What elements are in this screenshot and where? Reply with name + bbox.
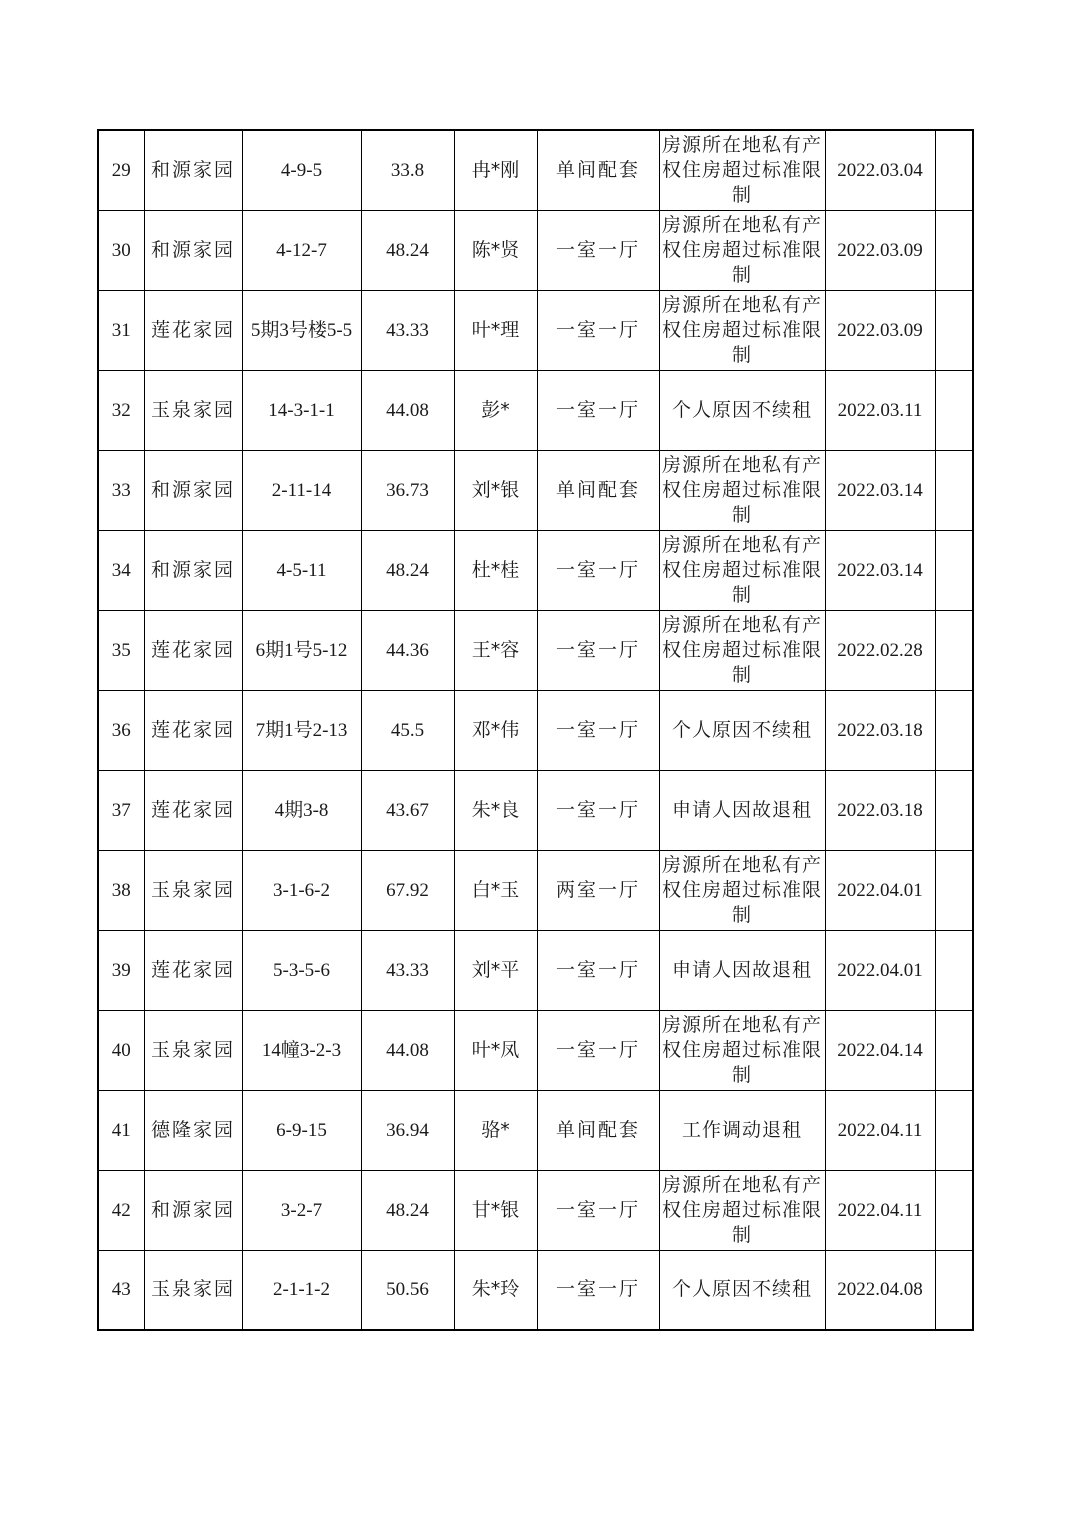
cell-area: 33.8 (361, 130, 454, 210)
cell-community: 玉泉家园 (144, 850, 242, 930)
cell-date: 2022.03.14 (825, 530, 935, 610)
cell-note (935, 1090, 973, 1170)
cell-note (935, 610, 973, 690)
cell-tenant: 朱*良 (454, 770, 537, 850)
cell-area: 36.73 (361, 450, 454, 530)
cell-note (935, 530, 973, 610)
cell-area: 48.24 (361, 530, 454, 610)
cell-type: 一室一厅 (537, 530, 659, 610)
cell-reason: 申请人因故退租 (659, 770, 825, 850)
cell-number: 30 (98, 210, 144, 290)
cell-type: 一室一厅 (537, 1010, 659, 1090)
cell-tenant: 陈*贤 (454, 210, 537, 290)
cell-number: 32 (98, 370, 144, 450)
cell-unit: 3-1-6-2 (242, 850, 361, 930)
cell-note (935, 690, 973, 770)
cell-community: 莲花家园 (144, 610, 242, 690)
cell-area: 50.56 (361, 1250, 454, 1330)
cell-note (935, 770, 973, 850)
table-row (98, 290, 973, 370)
cell-reason: 个人原因不续租 (659, 370, 825, 450)
cell-tenant: 叶*凤 (454, 1010, 537, 1090)
cell-date: 2022.04.08 (825, 1250, 935, 1330)
table-row (98, 610, 973, 690)
cell-note (935, 1170, 973, 1250)
cell-community: 德隆家园 (144, 1090, 242, 1170)
cell-date: 2022.03.14 (825, 450, 935, 530)
cell-community: 玉泉家园 (144, 1010, 242, 1090)
cell-date: 2022.03.18 (825, 770, 935, 850)
cell-number: 42 (98, 1170, 144, 1250)
table-row (98, 210, 973, 290)
cell-note (935, 1010, 973, 1090)
cell-area: 43.33 (361, 930, 454, 1010)
table-row (98, 450, 973, 530)
cell-unit: 14幢3-2-3 (242, 1010, 361, 1090)
cell-tenant: 刘*银 (454, 450, 537, 530)
cell-unit: 5-3-5-6 (242, 930, 361, 1010)
cell-number: 37 (98, 770, 144, 850)
cell-unit: 3-2-7 (242, 1170, 361, 1250)
cell-community: 和源家园 (144, 1170, 242, 1250)
table-row (98, 1170, 973, 1250)
cell-tenant: 刘*平 (454, 930, 537, 1010)
cell-date: 2022.03.09 (825, 290, 935, 370)
cell-number: 41 (98, 1090, 144, 1170)
housing-table (97, 129, 974, 1331)
cell-unit: 14-3-1-1 (242, 370, 361, 450)
cell-number: 39 (98, 930, 144, 1010)
cell-date: 2022.03.09 (825, 210, 935, 290)
cell-area: 36.94 (361, 1090, 454, 1170)
cell-type: 一室一厅 (537, 1170, 659, 1250)
cell-note (935, 930, 973, 1010)
table-row (98, 850, 973, 930)
cell-unit: 6期1号5-12 (242, 610, 361, 690)
cell-community: 和源家园 (144, 450, 242, 530)
cell-area: 45.5 (361, 690, 454, 770)
cell-unit: 4-5-11 (242, 530, 361, 610)
cell-reason: 房源所在地私有产权住房超过标准限制 (659, 530, 825, 610)
cell-type: 一室一厅 (537, 930, 659, 1010)
cell-unit: 4-12-7 (242, 210, 361, 290)
cell-type: 一室一厅 (537, 690, 659, 770)
cell-community: 和源家园 (144, 210, 242, 290)
cell-type: 一室一厅 (537, 1250, 659, 1330)
cell-reason: 申请人因故退租 (659, 930, 825, 1010)
cell-tenant: 杜*桂 (454, 530, 537, 610)
cell-reason: 房源所在地私有产权住房超过标准限制 (659, 1170, 825, 1250)
cell-tenant: 骆* (454, 1090, 537, 1170)
cell-area: 44.36 (361, 610, 454, 690)
cell-note (935, 850, 973, 930)
cell-type: 一室一厅 (537, 770, 659, 850)
cell-unit: 7期1号2-13 (242, 690, 361, 770)
cell-unit: 2-11-14 (242, 450, 361, 530)
cell-note (935, 130, 973, 210)
table-row (98, 930, 973, 1010)
cell-type: 一室一厅 (537, 290, 659, 370)
cell-date: 2022.04.14 (825, 1010, 935, 1090)
cell-unit: 4期3-8 (242, 770, 361, 850)
table-row (98, 1250, 973, 1330)
cell-reason: 房源所在地私有产权住房超过标准限制 (659, 850, 825, 930)
cell-tenant: 冉*刚 (454, 130, 537, 210)
cell-tenant: 叶*理 (454, 290, 537, 370)
cell-unit: 2-1-1-2 (242, 1250, 361, 1330)
cell-note (935, 290, 973, 370)
cell-community: 和源家园 (144, 130, 242, 210)
cell-community: 莲花家园 (144, 930, 242, 1010)
cell-type: 单间配套 (537, 1090, 659, 1170)
table-body (98, 130, 973, 1330)
cell-date: 2022.02.28 (825, 610, 935, 690)
cell-type: 两室一厅 (537, 850, 659, 930)
cell-reason: 个人原因不续租 (659, 1250, 825, 1330)
cell-area: 48.24 (361, 210, 454, 290)
cell-reason: 房源所在地私有产权住房超过标准限制 (659, 1010, 825, 1090)
cell-unit: 6-9-15 (242, 1090, 361, 1170)
cell-note (935, 1250, 973, 1330)
cell-community: 和源家园 (144, 530, 242, 610)
cell-date: 2022.04.01 (825, 930, 935, 1010)
cell-number: 36 (98, 690, 144, 770)
cell-area: 44.08 (361, 370, 454, 450)
cell-tenant: 甘*银 (454, 1170, 537, 1250)
cell-number: 35 (98, 610, 144, 690)
table-row (98, 370, 973, 450)
cell-date: 2022.03.18 (825, 690, 935, 770)
cell-tenant: 朱*玲 (454, 1250, 537, 1330)
cell-area: 44.08 (361, 1010, 454, 1090)
cell-reason: 房源所在地私有产权住房超过标准限制 (659, 210, 825, 290)
cell-tenant: 彭* (454, 370, 537, 450)
cell-unit: 5期3号楼5-5 (242, 290, 361, 370)
cell-reason: 房源所在地私有产权住房超过标准限制 (659, 290, 825, 370)
cell-date: 2022.03.11 (825, 370, 935, 450)
cell-tenant: 白*玉 (454, 850, 537, 930)
cell-note (935, 210, 973, 290)
cell-community: 莲花家园 (144, 690, 242, 770)
cell-date: 2022.04.11 (825, 1170, 935, 1250)
table-row (98, 1010, 973, 1090)
cell-number: 33 (98, 450, 144, 530)
cell-area: 48.24 (361, 1170, 454, 1250)
cell-type: 单间配套 (537, 130, 659, 210)
cell-date: 2022.04.11 (825, 1090, 935, 1170)
cell-number: 31 (98, 290, 144, 370)
cell-community: 玉泉家园 (144, 370, 242, 450)
cell-type: 一室一厅 (537, 370, 659, 450)
table-row (98, 530, 973, 610)
cell-community: 玉泉家园 (144, 1250, 242, 1330)
cell-community: 莲花家园 (144, 290, 242, 370)
table-row (98, 1090, 973, 1170)
cell-unit: 4-9-5 (242, 130, 361, 210)
cell-tenant: 王*容 (454, 610, 537, 690)
cell-date: 2022.03.04 (825, 130, 935, 210)
table-row (98, 130, 973, 210)
cell-area: 43.33 (361, 290, 454, 370)
cell-type: 一室一厅 (537, 210, 659, 290)
cell-number: 34 (98, 530, 144, 610)
cell-area: 67.92 (361, 850, 454, 930)
cell-date: 2022.04.01 (825, 850, 935, 930)
cell-number: 29 (98, 130, 144, 210)
cell-tenant: 邓*伟 (454, 690, 537, 770)
table-row (98, 770, 973, 850)
cell-note (935, 370, 973, 450)
cell-reason: 房源所在地私有产权住房超过标准限制 (659, 450, 825, 530)
table-row (98, 690, 973, 770)
cell-area: 43.67 (361, 770, 454, 850)
cell-reason: 房源所在地私有产权住房超过标准限制 (659, 130, 825, 210)
cell-number: 43 (98, 1250, 144, 1330)
cell-reason: 房源所在地私有产权住房超过标准限制 (659, 610, 825, 690)
cell-reason: 工作调动退租 (659, 1090, 825, 1170)
cell-note (935, 450, 973, 530)
cell-community: 莲花家园 (144, 770, 242, 850)
cell-reason: 个人原因不续租 (659, 690, 825, 770)
cell-number: 40 (98, 1010, 144, 1090)
cell-type: 一室一厅 (537, 610, 659, 690)
cell-type: 单间配套 (537, 450, 659, 530)
cell-number: 38 (98, 850, 144, 930)
